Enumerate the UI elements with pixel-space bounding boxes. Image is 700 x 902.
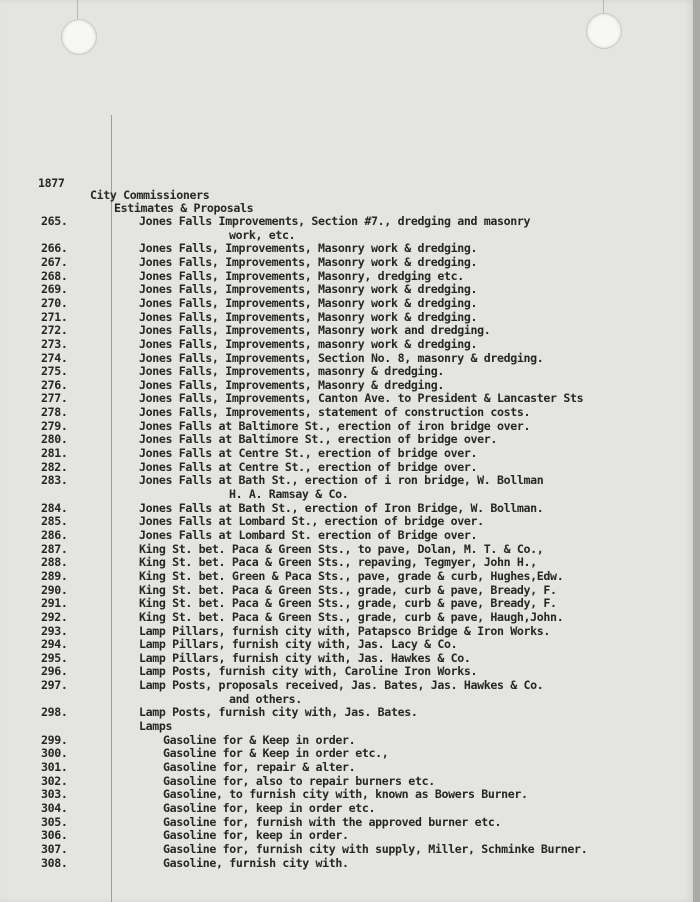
- section-heading: City Commissioners: [90, 188, 210, 202]
- entry-text: Gasoline for & Keep in order etc.,: [163, 746, 389, 761]
- entry-number: 266.: [41, 241, 68, 256]
- entry-text: Jones Falls, Improvements, Section No. 8, masonry & dredging.: [139, 350, 544, 365]
- entry-text: Gasoline for, also to repair burners etc.: [163, 773, 435, 788]
- entry-number: 281.: [41, 446, 68, 461]
- entry-text: Jones Falls, Improvements, Masonry work & dredging.: [139, 282, 478, 297]
- entry-text: Lamp Pillars, furnish city with, Jas. Lacy & Co.: [139, 637, 458, 652]
- entry-number: 278.: [41, 405, 68, 420]
- entry-text: King St. bet. Paca & Green Sts., to pave, Dolan, M. T. & Co.,: [139, 541, 544, 556]
- entry-number: 299.: [41, 732, 68, 747]
- entry-number: 277.: [41, 391, 68, 406]
- entry-text: Jones Falls at Baltimore St., erection of iron bridge over.: [139, 418, 531, 433]
- entry-text: Jones Falls, Improvements, Masonry work & dredging.: [139, 241, 478, 256]
- entry-text: Gasoline for, furnish with the approved burner etc.: [163, 814, 502, 829]
- entry-number: 292.: [41, 609, 68, 624]
- entry-text: Lamp Posts, furnish city with, Caroline Iron Works.: [139, 664, 478, 679]
- entry-number: 280.: [41, 432, 68, 447]
- entry-number: 284.: [41, 500, 68, 515]
- entry-text: Jones Falls, Improvements, Canton Ave. to President & Lancaster Sts: [139, 391, 584, 406]
- entry-text: Jones Falls, Improvements, Masonry work & dredging.: [139, 309, 478, 324]
- entry-number: 279.: [41, 418, 68, 433]
- entry-number: 285.: [41, 514, 68, 529]
- entry-number: 290.: [41, 582, 68, 597]
- entry-text: Jones Falls Improvements, Section #7., dredging and masonry: [139, 214, 531, 228]
- entry-text: Jones Falls at Lombard St. erection of Bridge over.: [139, 527, 478, 542]
- entry-text: Jones Falls at Bath St., erection of i ron bridge, W. Bollman: [139, 473, 544, 488]
- entry-text: Jones Falls at Centre St., erection of bridge over.: [139, 446, 478, 461]
- entry-text: Jones Falls, Improvements, masonry work & dredging.: [139, 336, 478, 351]
- entry-text: Lamp Pillars, furnish city with, Jas. Hawkes & Co.: [139, 650, 471, 665]
- entry-number: 287.: [41, 541, 68, 556]
- group-heading: Lamps: [139, 719, 173, 734]
- entry-text: King St. bet. Paca & Green Sts., grade, curb & pave, Bready, F.: [139, 582, 557, 597]
- entry-text: Jones Falls, Improvements, Masonry work & dredging.: [139, 295, 478, 310]
- entry-text: Jones Falls, Improvements, statement of construction costs.: [139, 405, 531, 420]
- entry-text: King St. bet. Paca & Green Sts., grade, curb & pave, Bready, F.: [139, 596, 557, 611]
- margin-rule: [111, 115, 112, 902]
- entry-number: 296.: [41, 664, 68, 679]
- entry-continuation: H. A. Ramsay & Co.: [229, 487, 349, 501]
- entry-text: Lamp Pillars, furnish city with, Patapsco Bridge & Iron Works.: [139, 623, 551, 638]
- entry-text: King St. bet. Paca & Green Sts., repaving, Tegmyer, John H.,: [139, 555, 537, 570]
- entry-number: [41, 719, 77, 733]
- entry-number: 293.: [41, 623, 68, 638]
- entry-text: Jones Falls at Bath St., erection of Iron Bridge, W. Bollman.: [139, 500, 544, 515]
- entry-number: 297.: [41, 678, 68, 693]
- entry-number: 269.: [41, 282, 68, 297]
- entry-number: 307.: [41, 841, 68, 856]
- entry-number: 301.: [41, 760, 68, 774]
- entry-number: 282.: [41, 459, 68, 474]
- entry-number: 300.: [41, 746, 68, 761]
- entry-number: 298.: [41, 705, 68, 720]
- entry-number: 276.: [41, 377, 68, 392]
- entry-number: 288.: [41, 555, 68, 570]
- entry-number: 291.: [41, 596, 68, 611]
- entry-number: 295.: [41, 650, 68, 665]
- entry-number: 268.: [41, 268, 68, 283]
- entry-number: 275.: [41, 364, 68, 379]
- entry-number: 271.: [41, 309, 68, 324]
- entry-text: Jones Falls at Centre St., erection of bridge over.: [139, 459, 478, 474]
- entry-number: 304.: [41, 800, 68, 815]
- entry-number: 303.: [41, 787, 68, 802]
- entry-text: Jones Falls at Baltimore St., erection of bridge over.: [139, 432, 498, 447]
- entry-text: Lamp Posts, furnish city with, Jas. Bates.: [139, 705, 418, 720]
- entry-number: 274.: [41, 350, 68, 365]
- entry-text: Lamp Posts, proposals received, Jas. Bates, Jas. Hawkes & Co.: [139, 678, 544, 693]
- entry-number: 289.: [41, 568, 68, 583]
- entry-continuation: work, etc.: [229, 227, 296, 242]
- entry-text: Jones Falls, Improvements, Masonry, dredging etc.: [139, 268, 464, 283]
- entry-text: Gasoline for, keep in order etc.: [163, 800, 376, 815]
- entry-number: 286.: [41, 527, 68, 542]
- entry-number: 267.: [41, 254, 68, 269]
- entry-number: 270.: [41, 295, 68, 310]
- entry-number: 305.: [41, 814, 68, 829]
- entry-number: 283.: [41, 473, 68, 488]
- entry-text: Gasoline for & Keep in order.: [163, 732, 356, 747]
- entry-number: 302.: [41, 773, 68, 788]
- entry-number: 294.: [41, 637, 68, 652]
- entry-text: Gasoline for, keep in order.: [163, 828, 349, 843]
- entry-text: Jones Falls, Improvements, Masonry work & dredging.: [139, 254, 478, 269]
- entry-text: King St. bet. Green & Paca Sts., pave, grade & curb, Hughes,Edw.: [139, 568, 564, 583]
- entry-number: 306.: [41, 828, 68, 843]
- year-label: 1877: [38, 176, 65, 190]
- entry-text: Gasoline for, repair & alter.: [163, 760, 356, 774]
- entry-text: King St. bet. Paca & Green Sts., grade, curb & pave, Haugh,John.: [139, 609, 564, 624]
- entry-text: Gasoline, to furnish city with, known as Bowers Burner.: [163, 787, 528, 802]
- section-subheading: Estimates & Proposals: [114, 201, 254, 215]
- entry-number: 272.: [41, 323, 68, 338]
- entry-number: 308.: [41, 855, 68, 870]
- entry-text: Jones Falls, Improvements, masonry & dredging.: [139, 364, 444, 379]
- entry-text: Gasoline, furnish city with.: [163, 855, 349, 870]
- entry-number: 273.: [41, 336, 68, 351]
- entry-number: 265.: [41, 214, 68, 228]
- entry-text: Jones Falls at Lombard St., erection of bridge over.: [139, 514, 484, 529]
- entry-text: Jones Falls, Improvements, Masonry work and dredging.: [139, 323, 491, 338]
- entry-text: Jones Falls, Improvements, Masonry & dredging.: [139, 377, 444, 392]
- entry-text: Gasoline for, furnish city with supply, Miller, Schminke Burner.: [163, 841, 588, 856]
- entry-continuation: and others.: [229, 691, 302, 706]
